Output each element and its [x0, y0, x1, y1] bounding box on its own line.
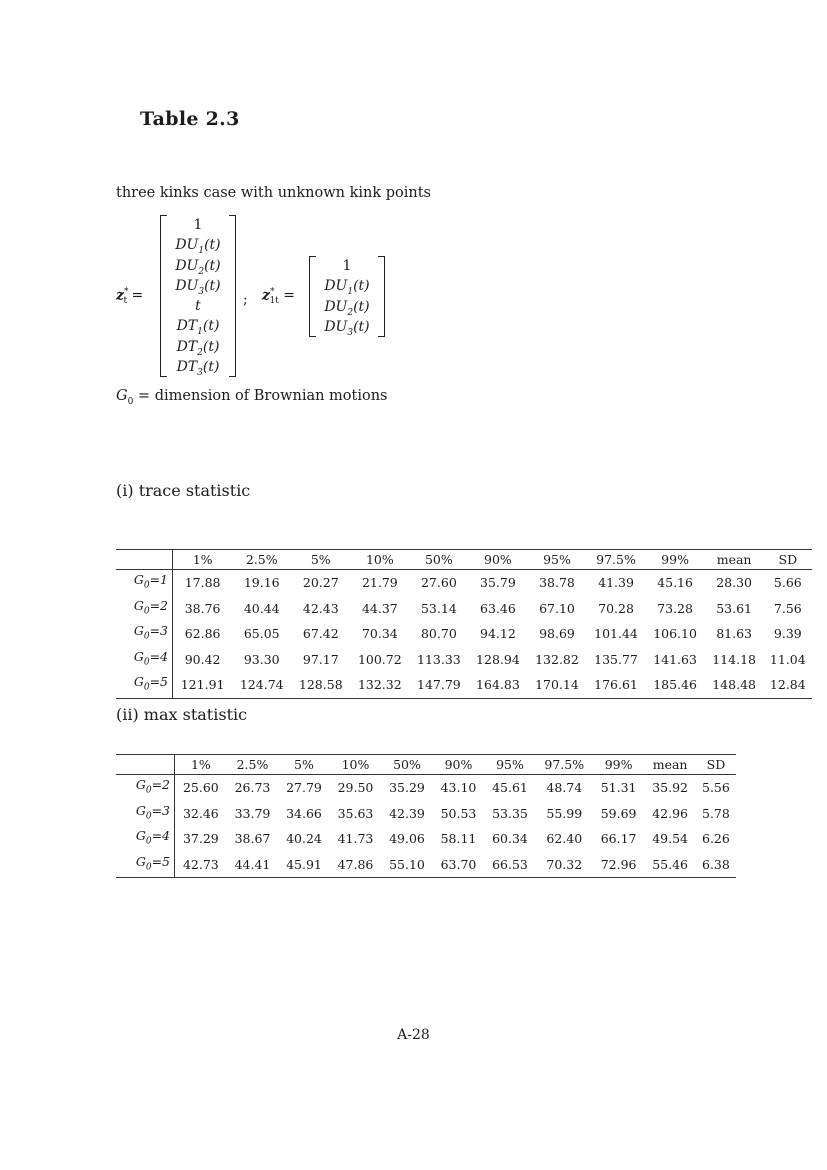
- column-header: 5%: [310, 552, 331, 567]
- z-1t-entry: $DU_3(t)$: [324, 318, 370, 338]
- column-header: 2.5%: [245, 552, 278, 567]
- table-cell: 62.86: [184, 626, 221, 642]
- column-header: 50%: [424, 552, 453, 567]
- table-cell: 97.17: [302, 651, 339, 667]
- table-cell: 55.99: [546, 805, 583, 821]
- table-cell: 33.79: [234, 805, 271, 821]
- z-t-entry: $DU_2(t)$: [175, 257, 221, 277]
- z-1t-entry: $DU_1(t)$: [324, 278, 370, 298]
- table-cell: 49.06: [389, 831, 425, 847]
- table-cell: 42.39: [389, 805, 425, 821]
- table-cell: 37.29: [182, 831, 219, 847]
- table-cell: 42.73: [182, 856, 219, 872]
- table-cell: 106.10: [653, 626, 697, 642]
- table-cell: 5.78: [702, 805, 730, 821]
- table-cell: 66.17: [600, 831, 637, 847]
- z-1t-matrix: [309, 256, 385, 337]
- table-cell: 35.92: [652, 780, 688, 796]
- header-corner: [116, 755, 175, 775]
- column-header: 97.5%: [544, 757, 585, 772]
- table-cell: 29.50: [337, 780, 374, 796]
- row-label: $G_0=1$: [116, 570, 173, 596]
- table-cell: 38.67: [234, 831, 271, 847]
- table-cell: 60.34: [492, 831, 528, 847]
- column-header: mean: [716, 552, 752, 567]
- table-cell: 41.73: [337, 831, 374, 847]
- table-cell: 38.76: [184, 600, 221, 616]
- row-label: $G_0=2$: [116, 775, 175, 801]
- table-cell: 20.27: [302, 575, 339, 591]
- column-header: 90%: [444, 757, 473, 772]
- table-cell: 100.72: [357, 651, 402, 667]
- row-label: $G_0=5$: [116, 672, 173, 698]
- separator: ;: [243, 292, 248, 308]
- column-header: 99%: [661, 552, 689, 567]
- table-cell: 81.63: [716, 626, 753, 642]
- column-header: 1%: [190, 757, 211, 772]
- table-cell: 58.11: [440, 831, 477, 847]
- table-row: [116, 672, 812, 698]
- caption: three kinks case with unknown kink points: [116, 185, 431, 201]
- table-cell: 170.14: [535, 677, 579, 693]
- table-cell: 141.63: [653, 651, 697, 667]
- z-t-entry: $DT_2(t)$: [176, 338, 220, 358]
- table-cell: 5.56: [702, 780, 730, 796]
- table-cell: 6.38: [702, 856, 730, 872]
- table-cell: 148.48: [712, 677, 756, 693]
- table-cell: 35.63: [337, 805, 374, 821]
- table-cell: 49.54: [652, 831, 688, 847]
- table-cell: 7.56: [773, 600, 802, 616]
- row-label: $G_0=4$: [116, 647, 173, 673]
- table-cell: 101.44: [594, 626, 638, 642]
- column-header: 10%: [365, 552, 394, 567]
- table-cell: 65.05: [243, 626, 280, 642]
- table-cell: 72.96: [600, 856, 637, 872]
- table-cell: 43.10: [440, 780, 477, 796]
- column-header: 99%: [604, 757, 633, 772]
- column-header: mean: [652, 757, 688, 772]
- table-row: [116, 775, 736, 801]
- z-t-label: $z^*_t$ =: [116, 287, 144, 307]
- table-cell: 124.74: [239, 677, 284, 693]
- table-cell: 26.73: [234, 780, 271, 796]
- table-row: [116, 852, 736, 878]
- table-cell: 132.82: [535, 651, 579, 667]
- table-cell: 25.60: [182, 780, 219, 796]
- table-cell: 6.26: [702, 831, 730, 847]
- table-cell: 40.24: [286, 831, 322, 847]
- table-cell: 48.74: [546, 780, 583, 796]
- z-t-entry: $DT_3(t)$: [176, 359, 220, 378]
- row-label: $G_0=5$: [116, 852, 175, 878]
- g0-definition: $G_0$ = dimension of Brownian motions: [116, 388, 388, 407]
- column-header: SD: [706, 757, 726, 772]
- table-cell: 147.79: [417, 677, 461, 693]
- z-t-entry: $DU_1(t)$: [175, 237, 221, 257]
- table-cell: 53.61: [716, 600, 753, 616]
- table-cell: 113.33: [417, 651, 461, 667]
- table-cell: 53.35: [492, 805, 528, 821]
- table-cell: 135.77: [594, 651, 638, 667]
- column-header: 5%: [294, 757, 314, 772]
- z-t-entry: $DU_3(t)$: [175, 277, 221, 297]
- table-cell: 9.39: [773, 626, 802, 642]
- table-cell: 132.32: [357, 677, 402, 693]
- table-cell: 55.46: [652, 856, 688, 872]
- table-cell: 45.61: [492, 780, 528, 796]
- table-cell: 35.29: [389, 780, 425, 796]
- table-cell: 176.61: [594, 677, 638, 693]
- table-cell: 45.91: [286, 856, 322, 872]
- table-cell: 70.28: [598, 600, 634, 616]
- table-cell: 47.86: [337, 856, 374, 872]
- row-label: $G_0=4$: [116, 826, 175, 852]
- table-cell: 21.79: [361, 575, 398, 591]
- table-cell: 51.31: [600, 780, 637, 796]
- column-header: 50%: [393, 757, 421, 772]
- z-t-matrix: [160, 215, 236, 377]
- table-title: Table 2.3: [140, 108, 240, 130]
- table-cell: 63.46: [480, 600, 516, 616]
- row-label: $G_0=2$: [116, 596, 173, 622]
- table-cell: 114.18: [712, 651, 756, 667]
- table-cell: 70.32: [546, 856, 583, 872]
- table-cell: 93.30: [243, 651, 280, 667]
- trace-heading: (i) trace statistic: [116, 481, 251, 500]
- table-cell: 11.04: [769, 651, 806, 667]
- table-row: [116, 570, 812, 596]
- table-row: [116, 801, 736, 827]
- table-cell: 66.53: [492, 856, 528, 872]
- z-t-entry: 1: [193, 217, 203, 233]
- table-cell: 164.83: [476, 677, 520, 693]
- table-cell: 50.53: [440, 805, 477, 821]
- table-cell: 73.28: [657, 600, 693, 616]
- table-cell: 19.16: [243, 575, 280, 591]
- table-cell: 55.10: [389, 856, 425, 872]
- table-cell: 59.69: [600, 805, 637, 821]
- column-header: SD: [778, 552, 798, 567]
- table-cell: 12.84: [769, 677, 806, 693]
- column-header: 95%: [496, 757, 524, 772]
- table-cell: 63.70: [440, 856, 477, 872]
- table-row: [116, 647, 812, 673]
- max-heading: (ii) max statistic: [116, 705, 248, 724]
- table-cell: 28.30: [716, 575, 753, 591]
- table-cell: 185.46: [653, 677, 697, 693]
- table-cell: 42.96: [652, 805, 688, 821]
- row-label: $G_0=3$: [116, 621, 173, 647]
- table-cell: 94.12: [480, 626, 516, 642]
- table-cell: 98.69: [539, 626, 575, 642]
- table-cell: 62.40: [546, 831, 583, 847]
- row-label: $G_0=3$: [116, 801, 175, 827]
- table-cell: 42.43: [302, 600, 339, 616]
- table-cell: 67.10: [539, 600, 575, 616]
- column-header: 10%: [341, 757, 370, 772]
- table-cell: 27.79: [286, 780, 322, 796]
- table-cell: 67.42: [302, 626, 339, 642]
- table-cell: 44.37: [361, 600, 398, 616]
- table-cell: 80.70: [420, 626, 457, 642]
- table-cell: 121.91: [180, 677, 225, 693]
- header-corner: [116, 550, 173, 570]
- table-cell: 40.44: [243, 600, 280, 616]
- table-cell: 35.79: [480, 575, 516, 591]
- table-cell: 5.66: [773, 575, 802, 591]
- table-cell: 41.39: [598, 575, 634, 591]
- column-header: 97.5%: [596, 552, 636, 567]
- table-cell: 38.78: [539, 575, 575, 591]
- table-cell: 34.66: [286, 805, 322, 821]
- z-1t-label: $z^*_{1t}$ =: [262, 287, 295, 307]
- table-cell: 70.34: [361, 626, 398, 642]
- trace-statistic-table: [116, 549, 812, 699]
- table-cell: 53.14: [420, 600, 457, 616]
- column-header: 2.5%: [236, 757, 269, 772]
- table-row: [116, 596, 812, 622]
- page-number: A-28: [397, 1027, 430, 1043]
- table-cell: 45.16: [657, 575, 693, 591]
- table-cell: 27.60: [420, 575, 457, 591]
- table-cell: 32.46: [182, 805, 219, 821]
- max-statistic-table: [116, 754, 736, 878]
- table-cell: 128.94: [476, 651, 520, 667]
- table-row: [116, 826, 736, 852]
- table-cell: 128.58: [298, 677, 343, 693]
- z-1t-entry: 1: [342, 258, 352, 274]
- table-cell: 17.88: [184, 575, 221, 591]
- table-cell: 90.42: [184, 651, 221, 667]
- table-row: [116, 621, 812, 647]
- column-header: 1%: [192, 552, 213, 567]
- column-header: 95%: [543, 552, 571, 567]
- column-header: 90%: [484, 552, 512, 567]
- z-1t-entry: $DU_2(t)$: [324, 298, 370, 318]
- table-cell: 44.41: [234, 856, 271, 872]
- z-t-entry: $DT_1(t)$: [176, 318, 220, 338]
- z-t-entry: t: [195, 298, 201, 315]
